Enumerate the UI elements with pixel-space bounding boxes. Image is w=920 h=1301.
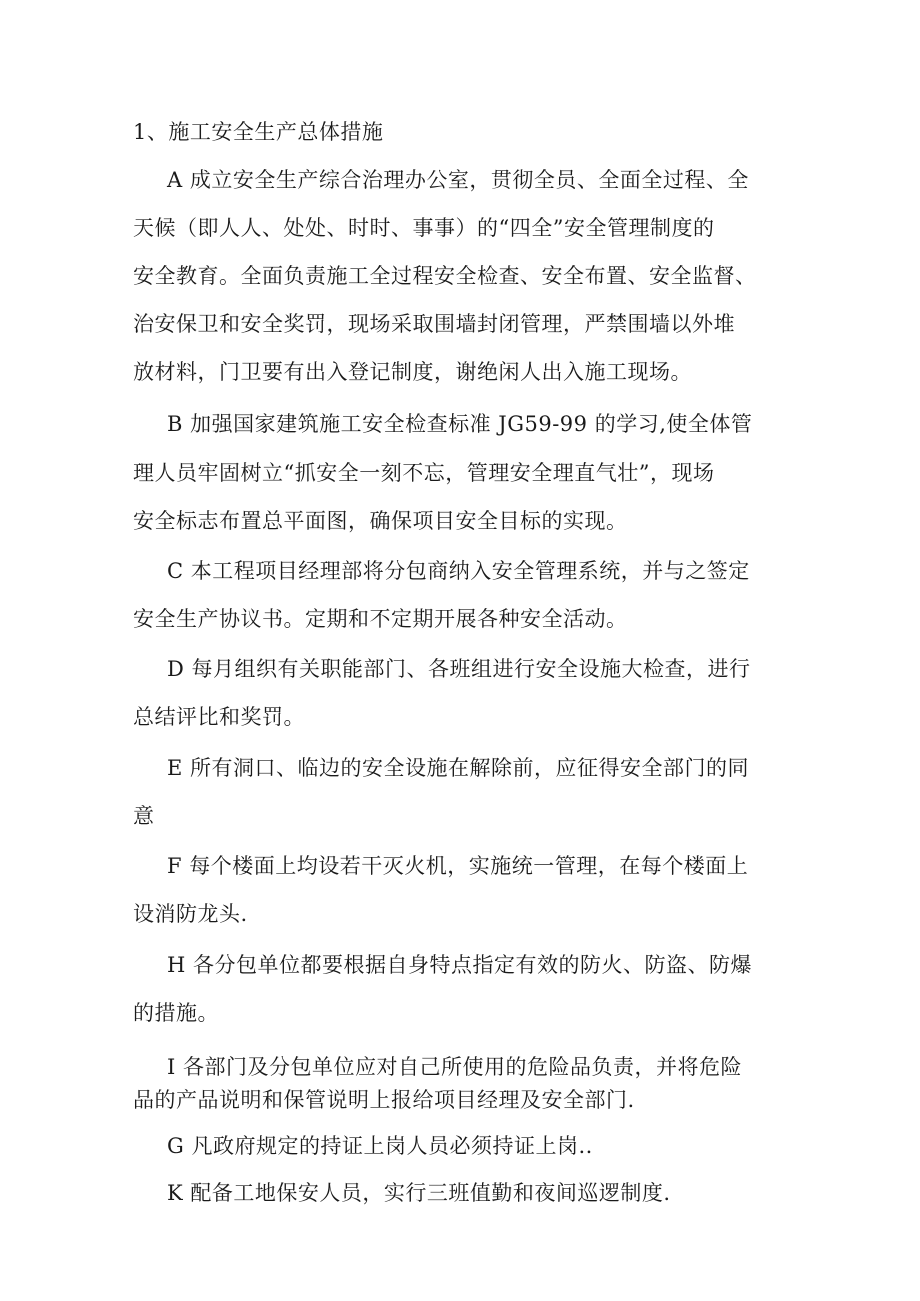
- paragraph-line: 安全生产协议书。定期和不定期开展各种安全活动。: [133, 607, 628, 631]
- paragraph-line: 意: [133, 804, 155, 828]
- section-heading: 1、施工安全生产总体措施: [133, 120, 384, 144]
- paragraph-line: 安全标志布置总平面图，确保项目安全目标的实现。: [133, 509, 628, 533]
- paragraph-line: 的措施。: [133, 1001, 219, 1025]
- paragraph-line: C 本工程项目经理部将分包商纳入安全管理系统，并与之签定: [167, 559, 750, 583]
- paragraph-line: F 每个楼面上均设若干灭火机，实施统一管理，在每个楼面上: [167, 854, 749, 878]
- paragraph-line: 放材料，门卫要有出入登记制度，谢绝闲人出入施工现场。: [133, 360, 692, 384]
- paragraph-line: 治安保卫和安全奖罚，现场采取围墙封闭管理，严禁围墙以外堆: [133, 312, 735, 336]
- paragraph-line: A 成立安全生产综合治理办公室，贯彻全员、全面全过程、全: [167, 168, 749, 192]
- paragraph-line: B 加强国家建筑施工安全检查标准 JG59-99 的学习,使全体管: [167, 412, 753, 436]
- paragraph-line: 安全教育。全面负责施工全过程安全检查、安全布置、安全监督、: [133, 264, 757, 288]
- paragraph-line: 总结评比和奖罚。: [133, 705, 305, 729]
- paragraph-line: D 每月组织有关职能部门、各班组进行安全设施大检查，进行: [167, 657, 751, 681]
- paragraph-line: G 凡政府规定的持证上岗人员必须持证上岗..: [167, 1134, 593, 1158]
- paragraph-line: H 各分包单位都要根据自身特点指定有效的防火、防盗、防爆: [167, 953, 752, 977]
- paragraph-line: 品的产品说明和保管说明上报给项目经理及安全部门.: [133, 1088, 635, 1112]
- paragraph-line: 设消防龙头.: [133, 902, 248, 926]
- paragraph-line: 天候（即人人、处处、时时、事事）的“四全”安全管理制度的: [133, 216, 715, 240]
- paragraph-line: I 各部门及分包单位应对自己所使用的危险品负责，并将危险: [167, 1055, 742, 1079]
- paragraph-line: K 配备工地保安人员，实行三班值勤和夜间巡逻制度.: [167, 1181, 671, 1205]
- paragraph-line: E 所有洞口、临边的安全设施在解除前，应征得安全部门的同: [167, 756, 750, 780]
- paragraph-line: 理人员牢固树立“抓安全一刻不忘，管理安全理直气壮”，现场: [133, 461, 715, 485]
